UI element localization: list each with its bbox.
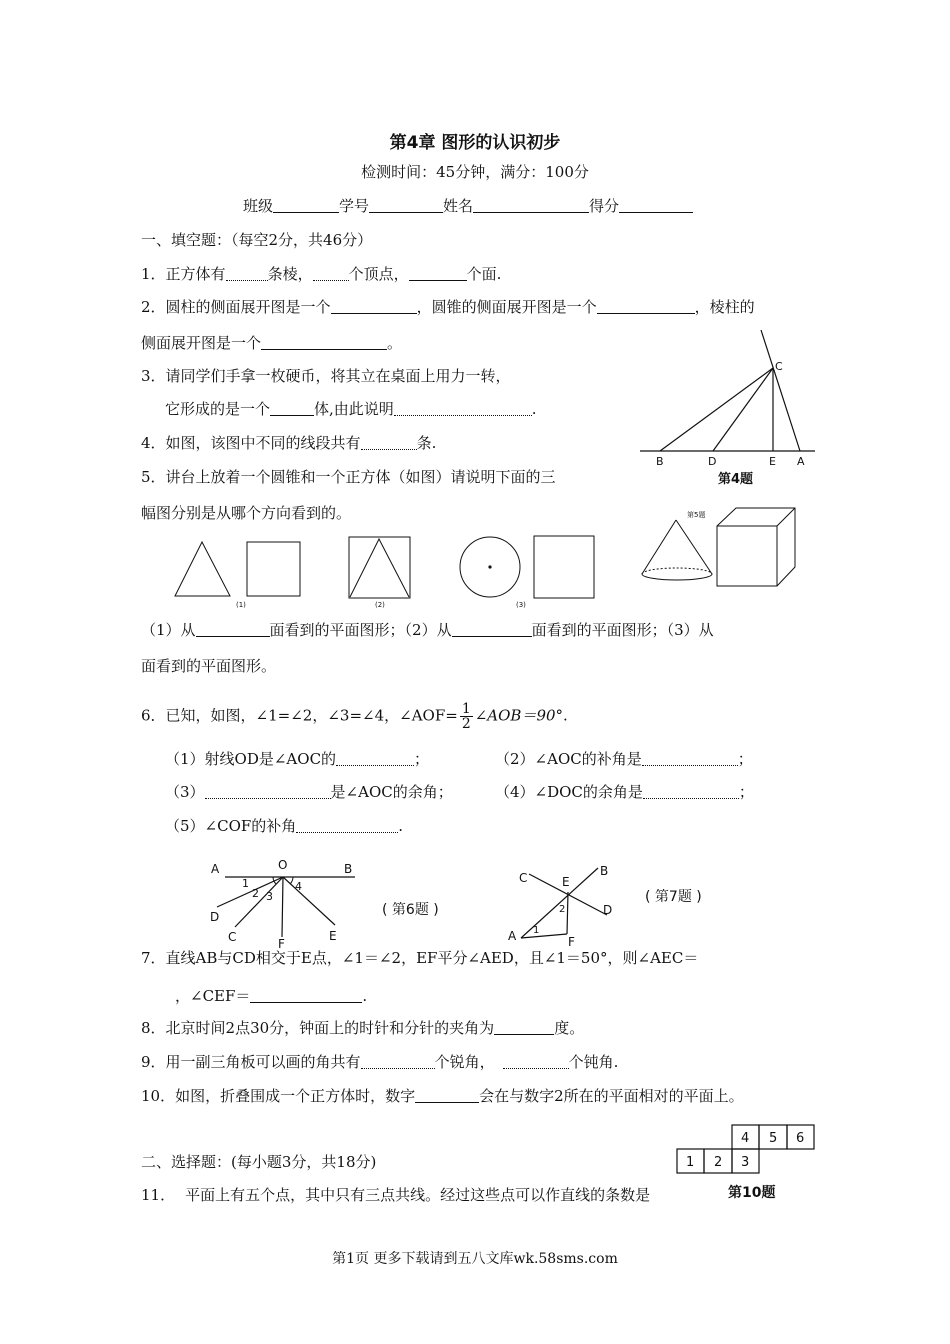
svg-text:(1): (1) <box>236 601 246 609</box>
question-6: 6．已知，如图，∠1=∠2，∠3=∠4，∠AOF= $\frac{1}{2}$ ∠AOB＝90°. <box>141 701 568 732</box>
q5-blank-2[interactable] <box>452 621 532 637</box>
svg-text:2: 2 <box>559 904 566 915</box>
svg-text:(2): (2) <box>375 601 385 609</box>
q9-blank-obtuse[interactable] <box>503 1053 569 1069</box>
q6-caption: ( 第6题 ) <box>382 902 439 918</box>
q6-blank-4[interactable] <box>643 783 739 799</box>
svg-text:(3): (3) <box>516 601 526 609</box>
q6-blank-5[interactable] <box>296 817 398 833</box>
svg-text:4: 4 <box>295 880 302 893</box>
q10-caption: 第10题 <box>724 1182 779 1202</box>
question-7: 7．直线AB与CD相交于E点，∠1＝∠2，EF平分∠AED，且∠1＝50°，则∠AEC＝ <box>141 949 699 967</box>
svg-text:1: 1 <box>686 1155 695 1170</box>
q4-blank[interactable] <box>361 434 417 450</box>
q6-part4: （4）∠DOC的余角是 ； <box>495 783 754 801</box>
page-footer: 第1页 更多下载请到五八文库wk.58sms.com <box>332 1251 618 1267</box>
score-blank[interactable] <box>619 197 693 213</box>
student-info-line <box>243 196 693 216</box>
figure-q10-net <box>676 1124 821 1179</box>
q5-blank-1[interactable] <box>196 621 270 637</box>
class-blank[interactable] <box>273 197 339 213</box>
q2-blank-cylinder[interactable] <box>331 298 417 314</box>
svg-text:4: 4 <box>741 1131 750 1146</box>
svg-text:6: 6 <box>796 1131 805 1146</box>
q2-blank-prism[interactable] <box>261 334 387 350</box>
q9-blank-acute[interactable] <box>361 1053 435 1069</box>
q6-blank-2[interactable] <box>642 750 738 766</box>
svg-text:E: E <box>769 455 776 468</box>
q10-blank[interactable] <box>415 1087 479 1103</box>
question-11: 11． 平面上有五个点，其中只有三点共线。经过这些点可以作直线的条数是 <box>141 1186 651 1204</box>
class-label: 班级 <box>243 197 274 215</box>
q3-blank-explain[interactable] <box>394 400 532 416</box>
section2-title: 二、选择题：(每小题3分，共18分) <box>141 1153 377 1171</box>
name-label: 姓名 <box>443 197 474 215</box>
question-5: 5．讲台上放着一个圆锥和一个正方体（如图）请说明下面的三 <box>141 468 556 486</box>
svg-text:5: 5 <box>769 1131 778 1146</box>
question-2-line2: 侧面展开图是一个 。 <box>141 334 403 352</box>
question-7-line2: ，∠CEF＝ . <box>165 986 367 1006</box>
question-3-line2: 它形成的是一个 体,由此说明 . <box>165 400 537 418</box>
svg-text:D: D <box>708 455 717 468</box>
svg-text:O: O <box>278 858 288 872</box>
q1-blank-vertices[interactable] <box>313 265 349 281</box>
q6-part3: （3） 是∠AOC的余角； <box>165 783 453 801</box>
question-9: 9．用一副三角板可以画的角共有 个锐角， 个钝角. <box>141 1053 619 1071</box>
svg-text:B: B <box>656 455 664 468</box>
figure-q4 <box>640 330 820 490</box>
svg-text:2: 2 <box>252 887 259 900</box>
q6-blank-1[interactable] <box>336 750 414 766</box>
svg-text:A: A <box>508 929 517 943</box>
question-4: 4．如图，该图中不同的线段共有 条. <box>141 434 437 452</box>
svg-text:C: C <box>775 360 783 373</box>
score-label: 得分 <box>589 197 620 215</box>
q3-blank-solid[interactable] <box>270 400 314 416</box>
question-10: 10．如图，折叠围成一个正方体时，数字 会在与数字2所在的平面相对的平面上。 <box>141 1087 744 1105</box>
q6-part1: （1）射线OD是∠AOC的 ； <box>165 750 430 768</box>
q4-caption: 第4题 <box>718 472 754 487</box>
q5-answers: （1）从 面看到的平面图形；（2）从 面看到的平面图形；（3）从 <box>141 621 714 639</box>
q5-answers-line2: 面看到的平面图形。 <box>141 657 277 675</box>
question-8: 8．北京时间2点30分，钟面上的时针和分针的夹角为 度。 <box>141 1019 585 1037</box>
svg-text:F: F <box>568 935 575 949</box>
q7-blank-cef[interactable] <box>250 987 362 1003</box>
svg-text:B: B <box>600 864 609 878</box>
section1-title: 一、填空题：（每空2分，共46分） <box>141 231 373 249</box>
svg-text:A: A <box>797 455 805 468</box>
question-1: 1．正方体有 条棱， 个顶点， 个面. <box>141 265 502 283</box>
svg-text:第5题: 第5题 <box>687 511 706 519</box>
svg-text:3: 3 <box>266 890 273 903</box>
svg-text:1: 1 <box>533 925 540 936</box>
number-label: 学号 <box>339 197 370 215</box>
q1-blank-faces[interactable] <box>409 265 467 281</box>
svg-text:2: 2 <box>714 1155 723 1170</box>
time-info: 检测时间：45分钟，满分：100分 <box>361 163 589 181</box>
svg-text:1: 1 <box>242 877 249 890</box>
question-2: 2．圆柱的侧面展开图是一个 ，圆锥的侧面展开图是一个 ，棱柱的 <box>141 298 755 316</box>
svg-text:3: 3 <box>741 1155 750 1170</box>
q8-blank[interactable] <box>494 1019 554 1035</box>
q6-blank-3[interactable] <box>205 783 331 799</box>
svg-text:C: C <box>519 871 528 885</box>
svg-text:D: D <box>603 903 613 917</box>
figure-q5-solids <box>638 505 808 595</box>
figure-q7 <box>505 860 625 950</box>
name-blank[interactable] <box>473 197 589 213</box>
svg-text:B: B <box>344 862 353 876</box>
q7-blank-aec[interactable] <box>165 988 175 1003</box>
svg-text:A: A <box>211 862 220 876</box>
figure-q6 <box>205 855 365 950</box>
svg-text:E: E <box>329 929 337 943</box>
question-5-line2: 幅图分别是从哪个方向看到的。 <box>141 504 352 522</box>
q2-blank-cone[interactable] <box>597 298 695 314</box>
svg-text:F: F <box>278 937 285 951</box>
page-title: 第4章 图形的认识初步 <box>389 133 561 153</box>
number-blank[interactable] <box>369 197 443 213</box>
svg-text:D: D <box>210 910 220 924</box>
question-3: 3．请同学们手拿一枚硬币，将其立在桌面上用力一转， <box>141 367 511 385</box>
q1-blank-edges[interactable] <box>226 265 268 281</box>
svg-text:C: C <box>228 930 237 944</box>
q6-part2: （2）∠AOC的补角是 ； <box>495 750 753 768</box>
svg-text:E: E <box>562 875 570 889</box>
q7-caption: ( 第7题 ) <box>645 889 702 905</box>
q6-part5: （5）∠COF的补角 . <box>165 817 404 835</box>
